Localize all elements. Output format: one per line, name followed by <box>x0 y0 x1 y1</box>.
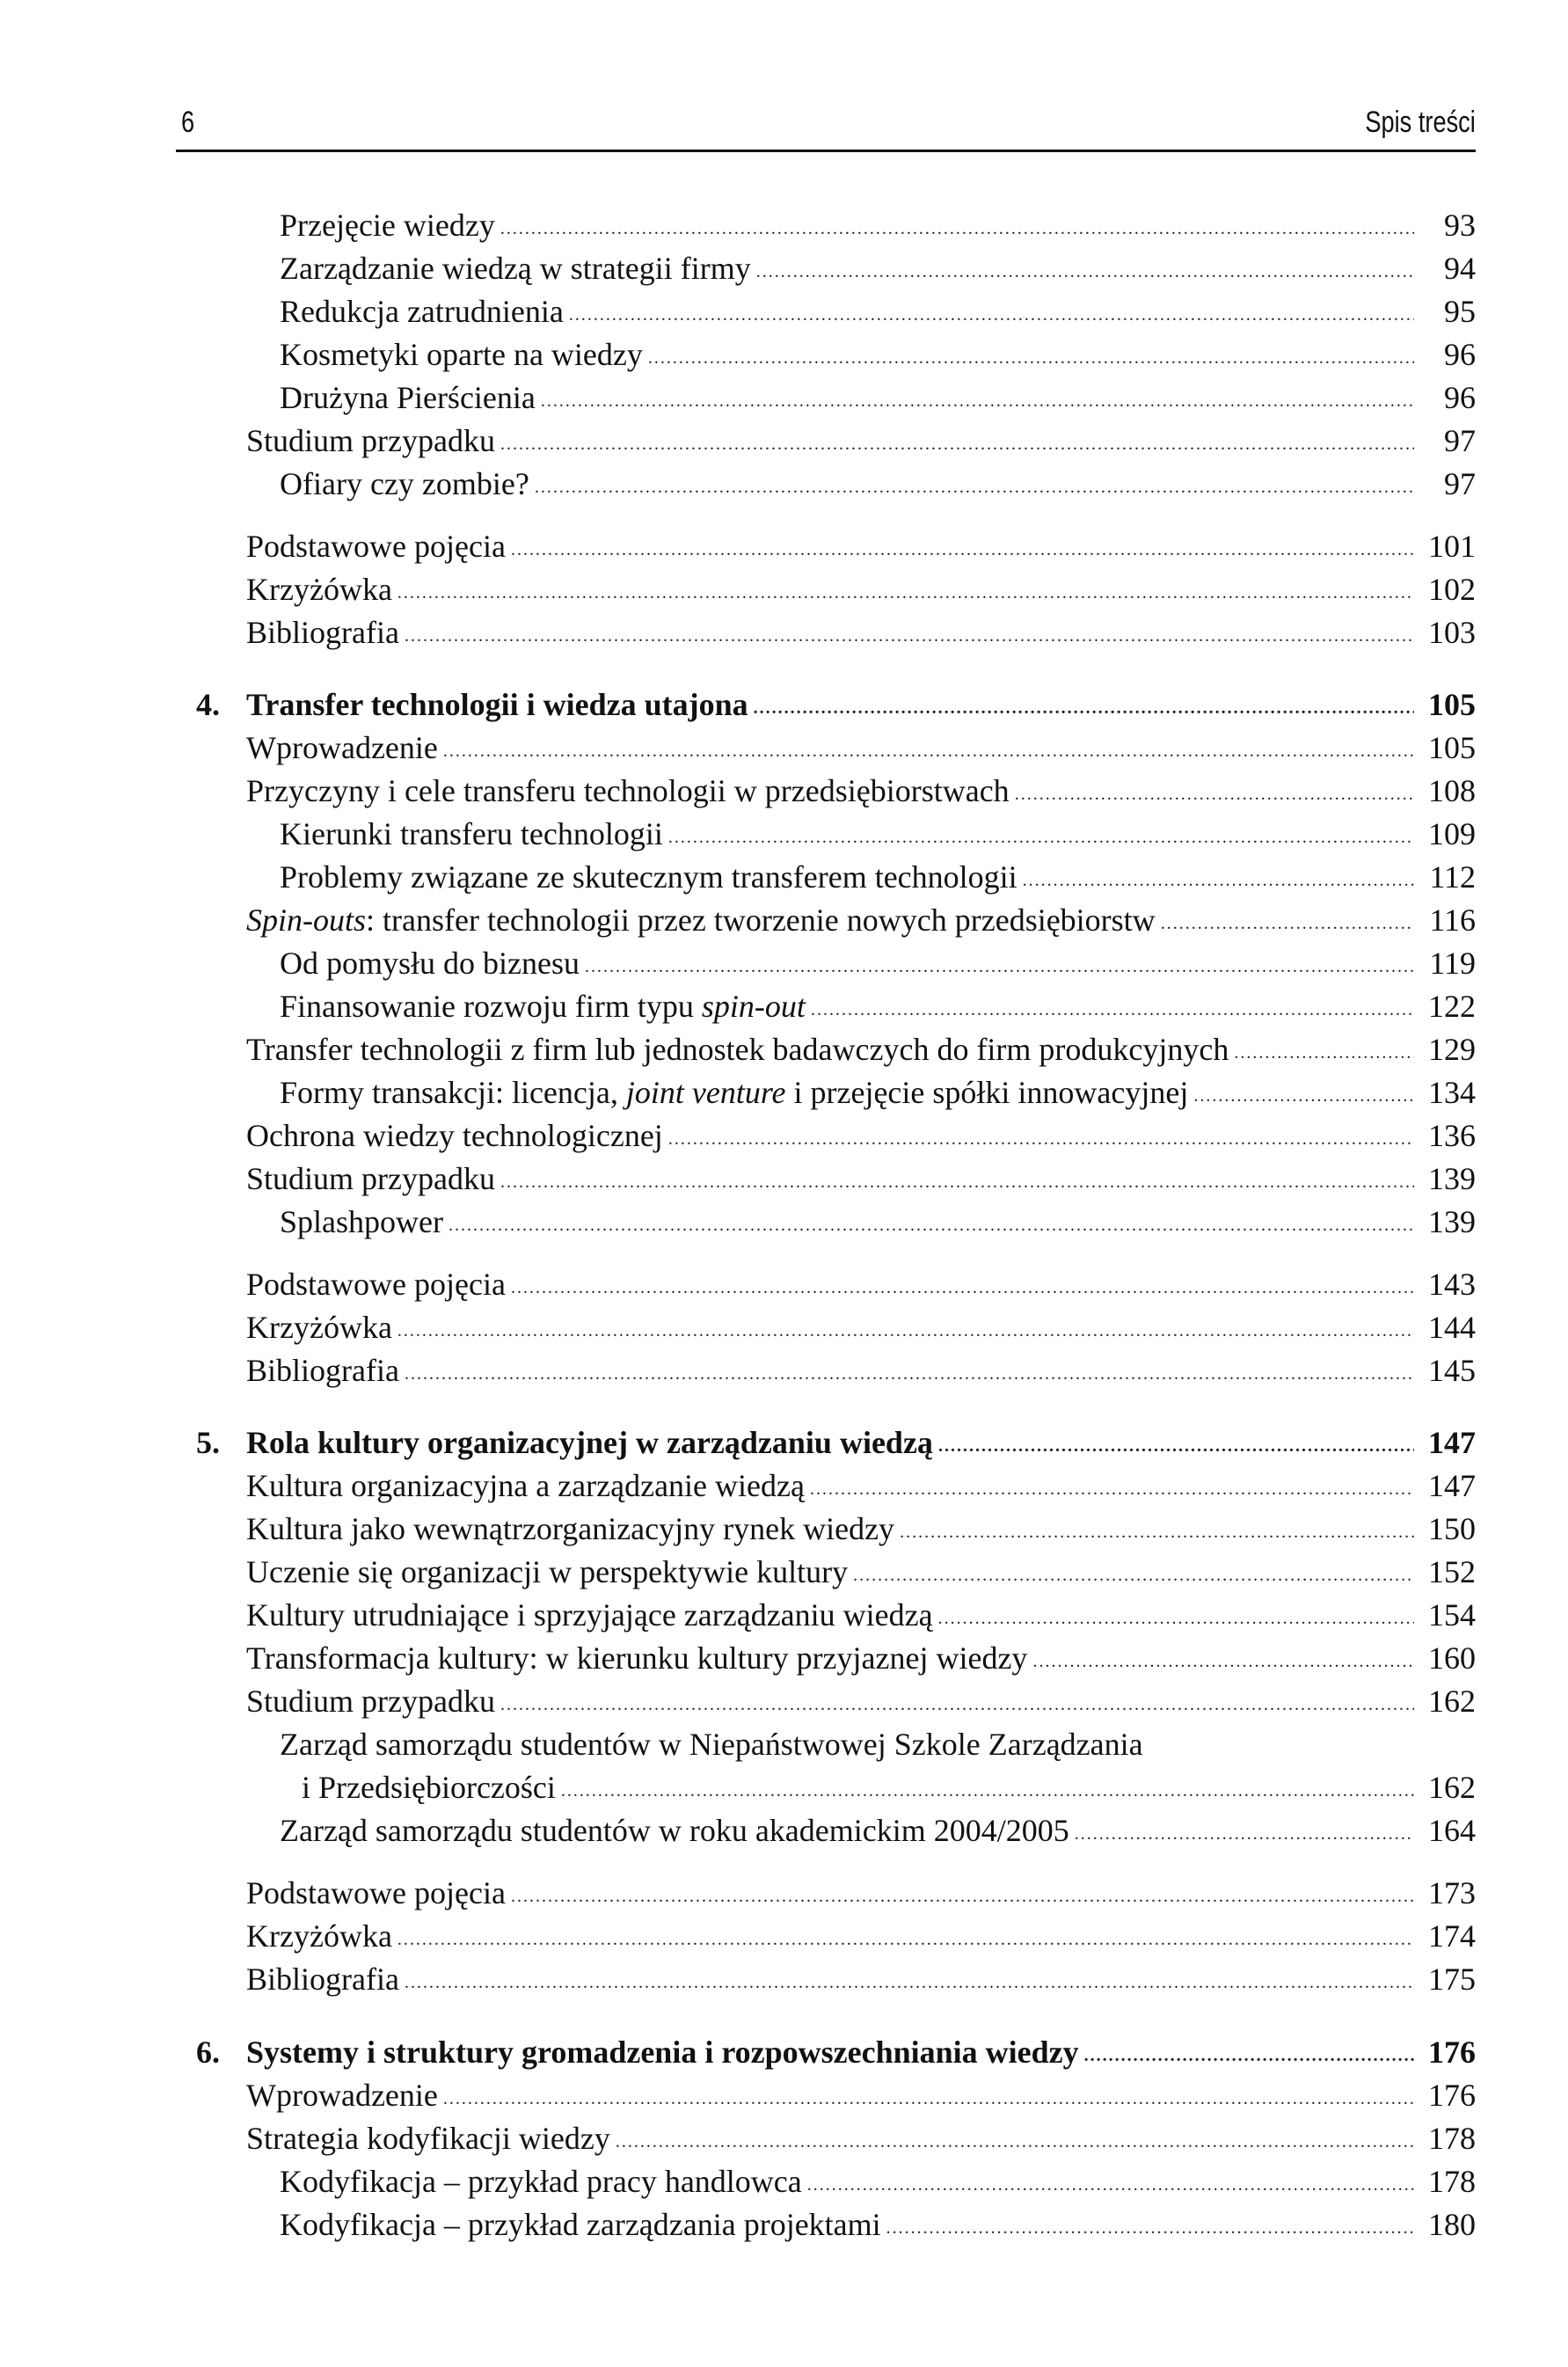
toc-page-number: 94 <box>1444 251 1476 286</box>
toc-page-number: 176 <box>1428 2035 1476 2070</box>
toc-entry[interactable] <box>280 1809 1476 1852</box>
toc-entry[interactable] <box>280 813 1476 855</box>
toc-page-number: 139 <box>1428 1161 1476 1196</box>
toc-entry-title: Uczenie się organizacji w perspektywie kultury <box>246 1554 849 1589</box>
dot-leader <box>500 1161 1414 1203</box>
toc-page-number: 152 <box>1428 1554 1476 1589</box>
toc-entry[interactable] <box>246 1594 1476 1636</box>
toc-chapter[interactable] <box>196 2031 1476 2073</box>
toc-entry[interactable] <box>246 1915 1476 1957</box>
dot-leader <box>900 1511 1414 1553</box>
toc-page-number: 112 <box>1429 859 1476 895</box>
dot-leader <box>853 1554 1414 1596</box>
toc-entry[interactable] <box>280 247 1476 289</box>
toc-entry[interactable] <box>246 1028 1476 1070</box>
dot-leader <box>541 380 1414 422</box>
toc-page-number: 154 <box>1428 1597 1476 1633</box>
toc-entry-title: Kodyfikacja – przykład pracy handlowca <box>280 2164 802 2199</box>
toc-page-number: 143 <box>1428 1267 1476 1302</box>
toc-entry-title: Krzyżówka <box>246 572 392 607</box>
dot-leader <box>754 687 1414 729</box>
toc-page-number: 119 <box>1429 946 1476 981</box>
dot-leader <box>397 1918 1414 1961</box>
toc-entry-title: Bibliografia <box>246 615 399 650</box>
toc-page-number: 144 <box>1428 1310 1476 1345</box>
dot-leader <box>405 1962 1414 2004</box>
toc-entry-title: Transformacja kultury: w kierunku kultury przyjaznej wiedzy <box>246 1640 1028 1676</box>
dot-leader <box>668 816 1414 858</box>
toc-entry-title: Bibliografia <box>246 1353 399 1388</box>
toc-entry[interactable] <box>246 1680 1476 1722</box>
dot-leader <box>511 1267 1414 1309</box>
toc-page-number: 160 <box>1428 1640 1476 1676</box>
toc-page-number: 93 <box>1444 208 1476 243</box>
toc-entry[interactable] <box>246 525 1476 567</box>
toc-page-number: 102 <box>1428 572 1476 607</box>
dot-leader <box>938 1597 1414 1640</box>
toc-entry[interactable] <box>280 1071 1476 1114</box>
toc-entry-title: Przyczyny i cele transferu technologii w przedsiębiorstwach <box>246 773 1010 808</box>
toc-entry[interactable] <box>246 568 1476 610</box>
toc-entry-title: Finansowanie rozwoju firm typu spin-out <box>280 989 806 1024</box>
dot-leader <box>569 294 1414 336</box>
dot-leader <box>668 1118 1414 1160</box>
toc-entry-title: Studium przypadku <box>246 423 495 458</box>
dot-leader <box>500 423 1414 465</box>
toc-entry[interactable] <box>246 899 1476 941</box>
toc-page-number: 178 <box>1428 2164 1476 2199</box>
toc-page-number: 134 <box>1428 1075 1476 1110</box>
toc-entry[interactable] <box>246 1306 1476 1348</box>
dot-leader <box>397 572 1414 614</box>
toc-page-number: 97 <box>1444 423 1476 458</box>
dot-leader <box>585 946 1414 988</box>
chapter-number: 4. <box>196 687 220 722</box>
toc-page-number: 150 <box>1428 1511 1476 1546</box>
toc-entry-title: Ochrona wiedzy technologicznej <box>246 1118 663 1153</box>
toc-entry-title: Systemy i struktury gromadzenia i rozpowszechniania wiedzy <box>246 2035 1079 2070</box>
toc-page-number: 122 <box>1428 989 1476 1024</box>
toc-page-number: 95 <box>1444 294 1476 329</box>
dot-leader <box>1015 773 1414 815</box>
dot-leader <box>938 1425 1414 1467</box>
toc-entry-title: Kosmetyki oparte na wiedzy <box>280 337 643 372</box>
dot-leader <box>807 2164 1414 2206</box>
dot-leader <box>1075 1813 1414 1855</box>
toc-entry-title: i Przedsiębiorczości <box>302 1770 556 1805</box>
toc-entry-title: Strategia kodyfikacji wiedzy <box>246 2121 610 2156</box>
toc-page-number: 139 <box>1428 1204 1476 1239</box>
toc-entry-title: Wprowadzenie <box>246 730 438 765</box>
dot-leader <box>1234 1032 1414 1074</box>
toc-entry-title: Podstawowe pojęcia <box>246 1875 506 1910</box>
toc-entry-title: Splashpower <box>280 1204 443 1239</box>
toc-entry[interactable] <box>246 1349 1476 1392</box>
dot-leader <box>405 615 1414 657</box>
toc-chapter[interactable] <box>196 683 1476 726</box>
dot-leader <box>1023 859 1414 902</box>
dot-leader <box>561 1770 1414 1812</box>
toc-entry[interactable] <box>280 2160 1476 2203</box>
toc-entry-title: Drużyna Pierścienia <box>280 380 536 415</box>
toc-page-number: 105 <box>1428 730 1476 765</box>
toc-entry-title: Transfer technologii z firm lub jednostek badawczych do firm produkcyjnych <box>246 1032 1229 1067</box>
dot-leader <box>1193 1075 1414 1117</box>
toc-entry-title: Krzyżówka <box>246 1310 392 1345</box>
toc-page-number: 175 <box>1428 1962 1476 1997</box>
toc-entry[interactable] <box>280 333 1476 376</box>
toc-entry-title: Kultura organizacyjna a zarządzanie wiedzą <box>246 1468 805 1503</box>
toc-entry-title: Studium przypadku <box>246 1161 495 1196</box>
dot-leader <box>810 1468 1414 1510</box>
toc-entry[interactable] <box>280 204 1476 246</box>
dot-leader <box>511 1875 1414 1918</box>
toc-page-number: 162 <box>1428 1684 1476 1719</box>
dot-leader <box>397 1310 1414 1352</box>
dot-leader <box>500 1684 1414 1726</box>
toc-entry[interactable] <box>246 770 1476 812</box>
toc-entry[interactable] <box>246 420 1476 462</box>
toc-entry[interactable] <box>280 1723 1476 1765</box>
toc-entry[interactable] <box>246 727 1476 769</box>
dot-leader <box>1161 902 1414 945</box>
toc-page-number: 108 <box>1428 773 1476 808</box>
toc-entry[interactable] <box>246 1158 1476 1200</box>
toc-entry[interactable] <box>246 1958 1476 2000</box>
toc-page-number: 147 <box>1428 1468 1476 1503</box>
toc-entry-title: Podstawowe pojęcia <box>246 529 506 564</box>
dot-leader <box>500 208 1414 250</box>
dot-leader <box>1032 1640 1414 1683</box>
toc-entry-title: Ofiary czy zombie? <box>280 466 529 501</box>
dot-leader <box>535 466 1414 508</box>
toc-page-number: 105 <box>1428 687 1476 722</box>
toc-page-number: 174 <box>1428 1918 1476 1954</box>
toc-entry[interactable] <box>246 2074 1476 2116</box>
dot-leader <box>648 337 1414 379</box>
toc-page-number: 96 <box>1444 380 1476 415</box>
toc-entry[interactable] <box>280 290 1476 332</box>
toc-entry-title: Redukcja zatrudnienia <box>280 294 564 329</box>
toc-page-number: 136 <box>1428 1118 1476 1153</box>
toc-page-number: 103 <box>1428 615 1476 650</box>
toc-page-number: 173 <box>1428 1875 1476 1910</box>
dot-leader <box>811 989 1414 1031</box>
toc-entry-title: Formy transakcji: licencja, joint venture i przejęcie spółki innowacyjnej <box>280 1075 1189 1110</box>
toc-entry-title: Podstawowe pojęcia <box>246 1267 506 1302</box>
toc-entry[interactable] <box>280 2203 1476 2246</box>
toc-page-number: 180 <box>1428 2207 1476 2242</box>
toc-entry-title: Kultury utrudniające i sprzyjające zarządzaniu wiedzą <box>246 1597 933 1633</box>
toc-page-number: 176 <box>1428 2078 1476 2113</box>
running-header <box>176 99 1476 152</box>
toc-entry-title: Przejęcie wiedzy <box>280 208 495 243</box>
dot-leader <box>443 730 1414 772</box>
toc-entry-title: Problemy związane ze skutecznym transferem technologii <box>280 859 1017 895</box>
running-title: Spis treści <box>1365 106 1476 139</box>
toc-entry[interactable] <box>246 1114 1476 1157</box>
toc-entry-title: Od pomysłu do biznesu <box>280 946 580 981</box>
toc-entry-title: Zarząd samorządu studentów w Niepaństwowej Szkole Zarządzania <box>280 1727 1143 1762</box>
toc-entry-title: Spin-outs: transfer technologii przez tworzenie nowych przedsiębiorstw <box>246 902 1156 938</box>
dot-leader <box>1084 2035 1414 2077</box>
toc-page-number: 162 <box>1428 1770 1476 1805</box>
toc-page-number: 96 <box>1444 337 1476 372</box>
toc-entry-title: Studium przypadku <box>246 1684 495 1719</box>
chapter-number: 5. <box>196 1425 220 1460</box>
toc-page-number: 178 <box>1428 2121 1476 2156</box>
toc-entry-title: Zarząd samorządu studentów w roku akademickim 2004/2005 <box>280 1813 1069 1848</box>
dot-leader <box>756 251 1414 293</box>
dot-leader <box>886 2207 1414 2249</box>
toc-entry-title: Transfer technologii i wiedza utajona <box>246 687 748 722</box>
toc-entry-title: Wprowadzenie <box>246 2078 438 2113</box>
toc-entry[interactable] <box>246 1263 1476 1305</box>
toc-entry[interactable] <box>246 2117 1476 2159</box>
chapter-number: 6. <box>196 2035 220 2070</box>
toc-entry[interactable] <box>280 1201 1476 1243</box>
toc-entry-title: Rola kultury organizacyjnej w zarządzaniu wiedzą <box>246 1425 933 1460</box>
toc-entry[interactable] <box>280 376 1476 419</box>
toc-page-number: 97 <box>1444 466 1476 501</box>
toc-entry[interactable] <box>280 985 1476 1027</box>
toc-page-number: 145 <box>1428 1353 1476 1388</box>
toc-entry[interactable] <box>302 1766 1476 1808</box>
toc-page-number: 116 <box>1429 902 1476 938</box>
toc-page-number: 147 <box>1428 1425 1476 1460</box>
toc-entry-title: Kodyfikacja – przykład zarządzania projektami <box>280 2207 881 2242</box>
toc-chapter[interactable] <box>196 1421 1476 1464</box>
toc-entry[interactable] <box>246 611 1476 654</box>
toc-entry[interactable] <box>246 1637 1476 1679</box>
dot-leader <box>616 2121 1414 2163</box>
toc-entry-title: Kultura jako wewnątrzorganizacyjny rynek wiedzy <box>246 1511 895 1546</box>
dot-leader <box>511 529 1414 571</box>
toc-entry[interactable] <box>246 1872 1476 1914</box>
toc-page-number: 164 <box>1428 1813 1476 1848</box>
toc-entry[interactable] <box>246 1465 1476 1507</box>
toc-entry[interactable] <box>280 463 1476 505</box>
toc-entry-title: Kierunki transferu technologii <box>280 816 663 851</box>
toc-entry[interactable] <box>280 942 1476 984</box>
dot-leader <box>443 2078 1414 2120</box>
page-number: 6 <box>181 106 195 139</box>
toc-entry[interactable] <box>246 1551 1476 1593</box>
dot-leader <box>449 1204 1414 1246</box>
toc-entry-title: Krzyżówka <box>246 1918 392 1954</box>
toc-entry[interactable] <box>246 1508 1476 1550</box>
toc-page-number: 109 <box>1428 816 1476 851</box>
dot-leader <box>405 1353 1414 1395</box>
toc-entry[interactable] <box>280 856 1476 898</box>
toc-entry-title: Zarządzanie wiedzą w strategii firmy <box>280 251 751 286</box>
toc-page-number: 101 <box>1428 529 1476 564</box>
toc-page-number: 129 <box>1428 1032 1476 1067</box>
toc-entry-title: Bibliografia <box>246 1962 399 1997</box>
